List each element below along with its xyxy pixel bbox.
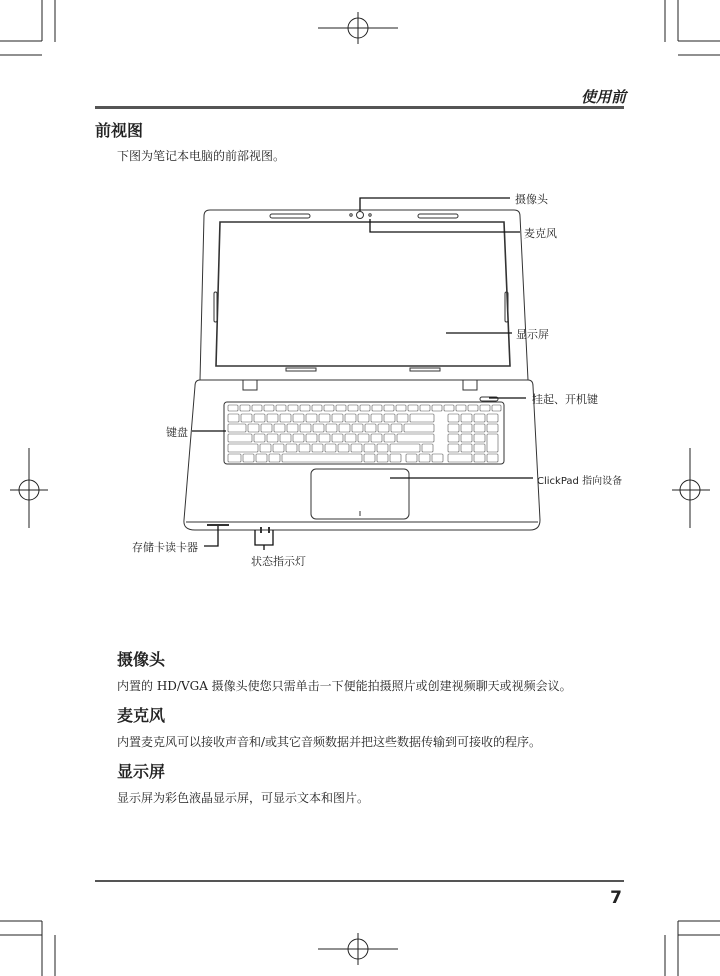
callout-card-reader: 存储卡读卡器: [132, 541, 198, 554]
section-camera-title: 摄像头: [117, 650, 166, 669]
page-number: 7: [610, 888, 622, 908]
callout-clickpad: ClickPad 指向设备: [537, 476, 623, 487]
section-label: 使用前: [580, 88, 626, 106]
section-display-text: 显示屏为彩色液晶显示屏，可显示文本和图片。: [117, 791, 370, 805]
section-camera-text: 内置的 HD/VGA 摄像头使您只需单击一下便能拍摄照片或创建视频聊天或视频会议。: [117, 679, 572, 693]
footer-rule: [95, 880, 624, 882]
section-microphone-title: 麦克风: [117, 706, 166, 725]
callout-keyboard: 键盘: [166, 426, 188, 439]
page-title: 前视图: [95, 121, 144, 140]
section-microphone-text: 内置麦克风可以接收声音和/或其它音频数据并把这些数据传输到可接收的程序。: [117, 735, 542, 749]
callout-camera: 摄像头: [515, 193, 548, 206]
callout-microphone: 麦克风: [524, 227, 557, 240]
callout-display: 显示屏: [516, 328, 549, 341]
intro-text: 下图为笔记本电脑的前部视图。: [117, 149, 286, 163]
callout-status-lights: 状态指示灯: [251, 555, 306, 568]
callout-suspend-power-key: 挂起、开机键: [532, 393, 598, 406]
section-display-title: 显示屏: [117, 762, 166, 781]
